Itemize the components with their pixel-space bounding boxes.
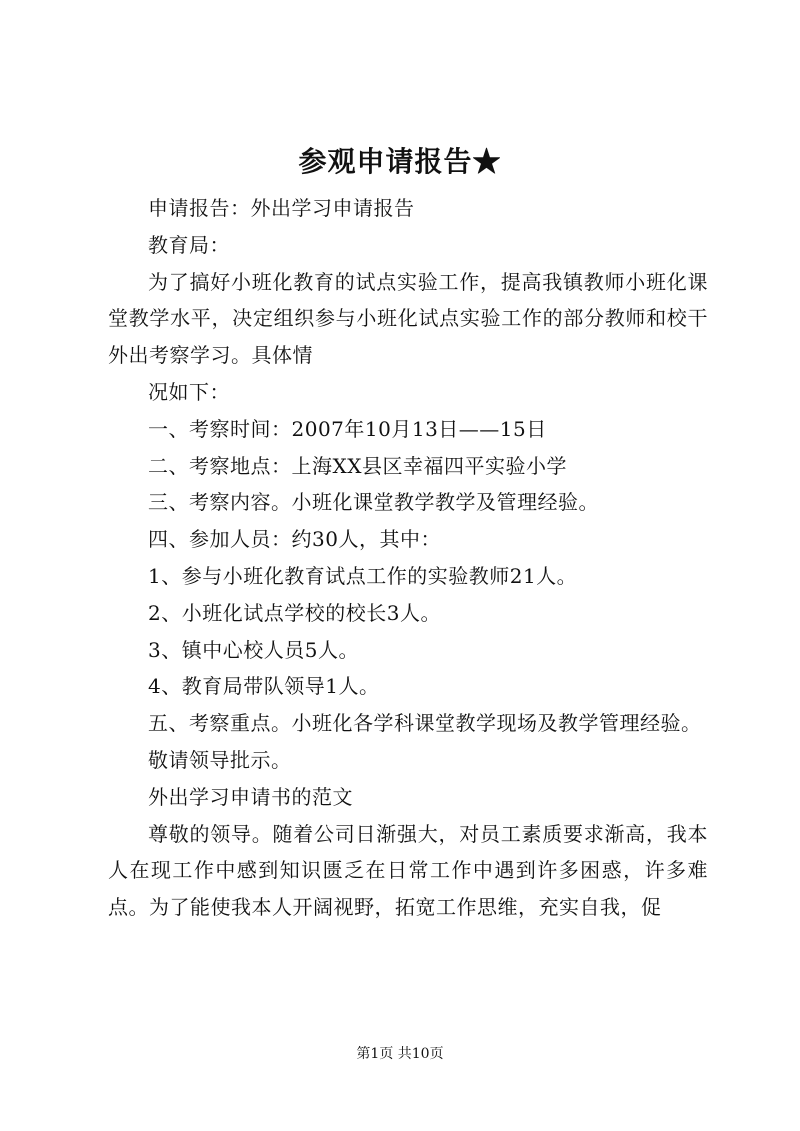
paragraph-participants-staff: 3、镇中心校人员5人。 — [148, 637, 359, 662]
paragraph-participants: 四、参加人员：约30人，其中： — [148, 527, 441, 552]
document-body — [108, 190, 708, 926]
paragraph-purpose: 为了搞好小班化教育的试点实验工作，提高我镇教师小班化课堂教学水平，决定组织参与小班化试点实验工作的部分教师和校干外出考察学习。具体情 — [108, 269, 708, 368]
paragraph-sample-body: 尊敬的领导。随着公司日渐强大，对员工素质要求渐高，我本人在现工作中感到知识匮乏在日常工作中遇到许多困惑，许多难点。为了能使我本人开阔视野，拓宽工作思维，充实自我，促 — [108, 821, 708, 920]
paragraph-participants-teachers: 1、参与小班化教育试点工作的实验教师21人。 — [148, 563, 578, 588]
paragraph-request-approval: 敬请领导批示。 — [148, 747, 292, 772]
paragraph-participants-leader: 4、教育局带队领导1人。 — [148, 674, 380, 699]
paragraph-visit-focus: 五、考察重点。小班化各学科课堂教学现场及教学管理经验。 — [148, 711, 702, 736]
page-number-footer: 第1页 共10页 — [356, 1046, 444, 1062]
document-title: 参观申请报告★ — [298, 145, 502, 178]
paragraph-sample-heading: 外出学习申请书的范文 — [148, 784, 353, 809]
paragraph-addressee: 教育局： — [148, 232, 230, 257]
paragraph-participants-principals: 2、小班化试点学校的校长3人。 — [148, 600, 441, 625]
paragraph-visit-time: 一、考察时间：2007年10月13日——15日 — [148, 416, 547, 441]
paragraph-visit-content: 三、考察内容。小班化课堂教学教学及管理经验。 — [148, 490, 599, 515]
paragraph-visit-location: 二、考察地点：上海XX县区幸福四平实验小学 — [148, 453, 567, 478]
paragraph-details-intro: 况如下： — [148, 379, 230, 404]
paragraph-application-subject: 申请报告：外出学习申请报告 — [148, 196, 415, 220]
